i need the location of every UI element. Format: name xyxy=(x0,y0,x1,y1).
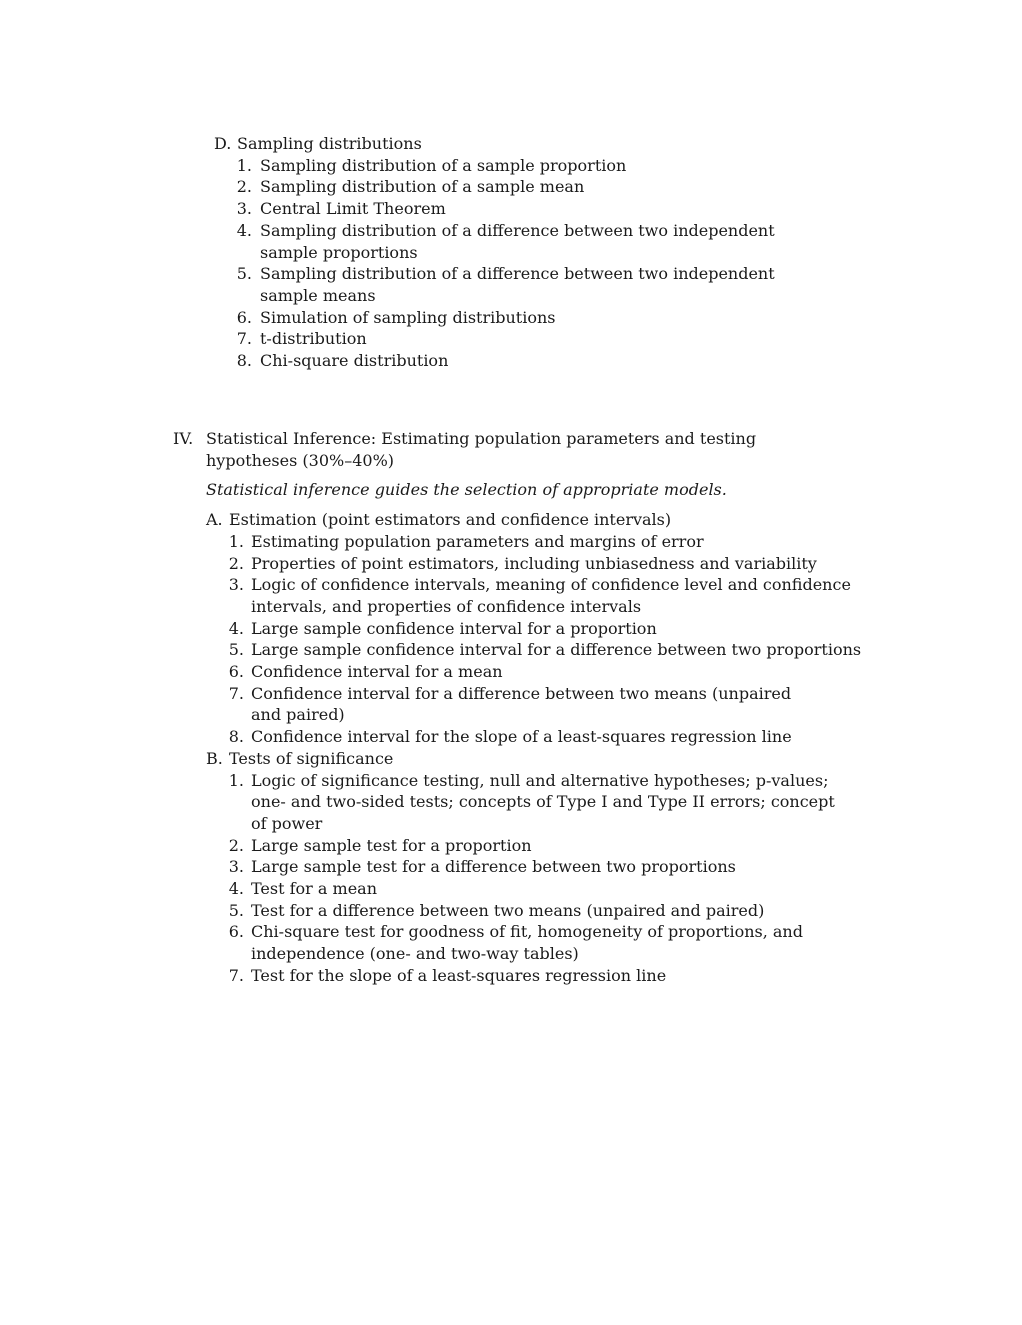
list-item-text-line: Confidence interval for a difference between two means (unpaired xyxy=(251,683,792,703)
list-item xyxy=(214,155,775,177)
section-d-sampling-distributions xyxy=(214,133,775,372)
list-item-text-line: intervals, and properties of confidence intervals xyxy=(251,596,642,616)
list-item-number: 2. xyxy=(236,177,252,197)
list-item-text-line: one- and two-sided tests; concepts of Type I and Type II errors; concept xyxy=(251,792,835,812)
list-item-number: 7. xyxy=(228,683,244,703)
list-item-number: 4. xyxy=(228,879,244,899)
list-item-number: 5. xyxy=(236,264,252,284)
section-iv-heading xyxy=(173,428,861,471)
list-item-text-line: Chi-square distribution xyxy=(260,351,449,371)
list-item-text-line: t-distribution xyxy=(260,329,367,349)
list-item-text-line: Large sample confidence interval for a proportion xyxy=(251,618,657,638)
list-item xyxy=(173,921,861,964)
list-item xyxy=(214,350,775,372)
list-item-text-line: Logic of confidence intervals, meaning of confidence level and confidence xyxy=(251,575,851,595)
list-item-text-line: Confidence interval for the slope of a least-squares regression line xyxy=(251,727,792,747)
list-item-number: 2. xyxy=(228,553,244,573)
list-item xyxy=(173,553,861,575)
list-item-number: 8. xyxy=(228,727,244,747)
list-item xyxy=(214,328,775,350)
list-item-text-line: Large sample confidence interval for a difference between two proportions xyxy=(251,640,862,660)
section-iv-title-line-1: Statistical Inference: Estimating population parameters and testing xyxy=(206,429,757,448)
list-item-number: 2. xyxy=(228,835,244,855)
list-item-text-line: Chi-square test for goodness of fit, homogeneity of proportions, and xyxy=(251,922,803,942)
list-item-text-line: Test for a difference between two means (unpaired and paired) xyxy=(251,900,765,920)
list-item-number: 8. xyxy=(236,351,252,371)
list-item-text-line: sample means xyxy=(260,285,376,305)
list-item-text-line: of power xyxy=(251,813,323,833)
list-item-text-line: independence (one- and two-way tables) xyxy=(251,944,579,964)
list-item-number: 1. xyxy=(236,155,252,175)
list-item xyxy=(214,307,775,329)
list-item-number: 5. xyxy=(228,900,244,920)
list-item xyxy=(214,220,775,263)
list-item-text-line: Sampling distribution of a sample proportion xyxy=(260,155,627,175)
list-item xyxy=(173,531,861,553)
list-item-text-line: Sampling distribution of a difference between two independent xyxy=(260,264,775,284)
list-item-number: 6. xyxy=(228,922,244,942)
list-item-text-line: Simulation of sampling distributions xyxy=(260,307,556,327)
list-item-number: 6. xyxy=(228,662,244,682)
section-iv-marker: IV. xyxy=(173,429,194,448)
list-item xyxy=(173,683,861,726)
list-item-text-line: Confidence interval for a mean xyxy=(251,662,503,682)
list-item-text-line: Logic of significance testing, null and alternative hypotheses; p-values; xyxy=(251,770,829,790)
list-item xyxy=(214,198,775,220)
list-item-number: 1. xyxy=(228,531,244,551)
list-item xyxy=(173,574,861,617)
list-item-text-line: Sampling distribution of a difference between two independent xyxy=(260,220,775,240)
list-item xyxy=(173,878,861,900)
section-d-title: Sampling distributions xyxy=(237,134,422,153)
list-item-number: 5. xyxy=(228,640,244,660)
section-d-list xyxy=(214,155,775,372)
list-item xyxy=(173,770,861,835)
subsection-a-marker: A. xyxy=(206,510,223,530)
list-item-number: 6. xyxy=(236,307,252,327)
section-iv-intro: Statistical inference guides the selection of appropriate models. xyxy=(206,480,727,500)
section-d-marker: D. xyxy=(214,134,232,153)
section-d-heading xyxy=(214,133,775,155)
subsection-a-title: Estimation (point estimators and confidence intervals) xyxy=(229,510,672,530)
list-item-text-line: Properties of point estimators, including unbiasedness and variability xyxy=(251,553,817,573)
subsection-b-heading xyxy=(173,748,861,770)
subsection-b-marker: B. xyxy=(206,748,223,768)
list-item-text-line: Estimating population parameters and margins of error xyxy=(251,531,704,551)
subsection-b-list xyxy=(173,770,861,987)
list-item-text-line: Sampling distribution of a sample mean xyxy=(260,177,585,197)
list-item xyxy=(173,639,861,661)
list-item-number: 3. xyxy=(228,575,244,595)
list-item-number: 3. xyxy=(228,857,244,877)
list-item-text-line: Large sample test for a difference between two proportions xyxy=(251,857,736,877)
section-iv-title-line-2: hypotheses (30%–40%) xyxy=(206,450,395,470)
list-item-number: 4. xyxy=(228,618,244,638)
list-item-number: 4. xyxy=(236,220,252,240)
list-item xyxy=(173,835,861,857)
list-item-number: 7. xyxy=(236,329,252,349)
list-item xyxy=(214,263,775,306)
section-iv-statistical-inference xyxy=(173,428,861,987)
list-item xyxy=(173,618,861,640)
list-item-text-line: Test for a mean xyxy=(251,879,378,899)
subsection-a-heading xyxy=(173,509,861,531)
list-item-text-line: Test for the slope of a least-squares regression line xyxy=(251,965,667,985)
list-item-number: 3. xyxy=(236,199,252,219)
list-item xyxy=(173,726,861,748)
subsection-a-list xyxy=(173,531,861,748)
list-item xyxy=(173,900,861,922)
subsection-b-title: Tests of significance xyxy=(229,748,394,768)
list-item-text-line: Central Limit Theorem xyxy=(260,199,446,219)
list-item xyxy=(214,176,775,198)
list-item-text-line: and paired) xyxy=(251,705,345,725)
list-item xyxy=(173,965,861,987)
list-item xyxy=(173,856,861,878)
list-item-number: 7. xyxy=(228,965,244,985)
list-item-number: 1. xyxy=(228,770,244,790)
list-item-text-line: sample proportions xyxy=(260,242,418,262)
list-item-text-line: Large sample test for a proportion xyxy=(251,835,532,855)
list-item xyxy=(173,661,861,683)
